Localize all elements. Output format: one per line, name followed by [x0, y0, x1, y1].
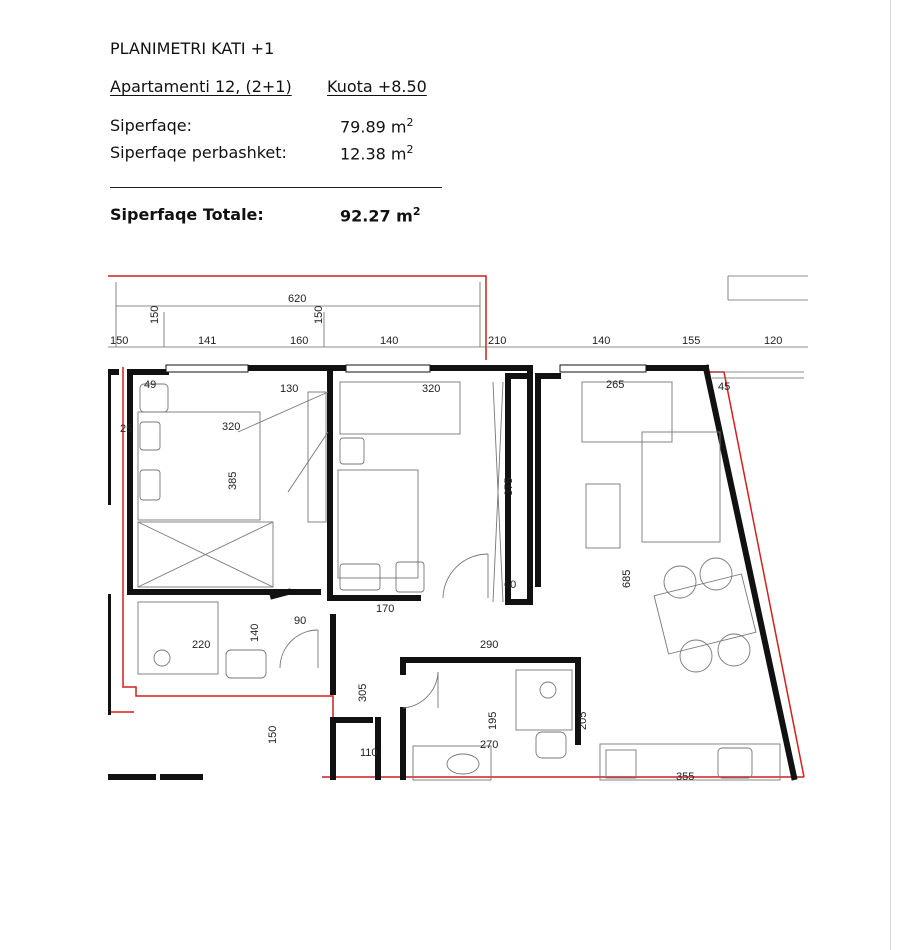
dim-label: 320 [222, 421, 241, 433]
area-value: 79.89 $m^2$ [340, 116, 414, 137]
shared-area-value: 12.38 $m^2$ [340, 143, 414, 164]
dim-label: 685 [621, 569, 633, 588]
plan-title: PLANIMETRI KATI +1 [110, 39, 275, 58]
dim-label: 25 [120, 423, 133, 435]
apartment-label: Apartamenti 12, (2+1) [110, 77, 292, 96]
dim-label: 130 [280, 383, 299, 395]
dim-label: 270 [480, 739, 499, 751]
dim-label: 140 [380, 335, 399, 347]
dim-label: 155 [682, 335, 701, 347]
dim-label: 290 [480, 639, 499, 651]
separator-line [110, 187, 442, 188]
dim-label: 220 [192, 639, 211, 651]
red-outline [108, 276, 804, 777]
dim-label: 49 [144, 379, 157, 391]
dim-label: 375 [503, 477, 515, 496]
total-area-label: Siperfaqe Totale: [110, 205, 264, 224]
dim-label: 305 [357, 683, 369, 702]
dim-label: 150 [267, 725, 279, 744]
dim-label: 120 [764, 335, 783, 347]
dim-label: 110 [360, 747, 378, 759]
dim-label: 210 [488, 335, 507, 347]
dim-label: 60 [504, 579, 517, 591]
dim-label: 150 [110, 335, 129, 347]
furniture [138, 382, 780, 780]
floor-plan [108, 272, 808, 792]
dim-label: 141 [198, 335, 217, 347]
windows [166, 365, 646, 372]
dim-label: 620 [288, 293, 307, 305]
shared-area-label: Siperfaqe perbashket: [110, 143, 287, 162]
level-label: Kuota +8.50 [327, 77, 427, 96]
dim-label: 320 [422, 383, 441, 395]
total-area-value: 92.27 $m^2$ [340, 205, 421, 226]
dim-label: 150 [313, 305, 325, 324]
dim-label: 90 [294, 615, 307, 627]
dim-label: 385 [227, 471, 239, 490]
area-label: Siperfaqe: [110, 116, 193, 135]
dim-label: 355 [676, 771, 695, 783]
dimension-lines [108, 276, 808, 378]
dim-label: 205 [577, 711, 589, 730]
dim-label: 150 [149, 305, 161, 324]
dim-label: 140 [249, 623, 261, 642]
dim-label: 160 [290, 335, 309, 347]
dim-label: 195 [487, 711, 499, 730]
dim-label: 45 [718, 381, 731, 393]
dim-label: 265 [606, 379, 625, 391]
dim-label: 170 [376, 603, 395, 615]
dim-label: 140 [592, 335, 611, 347]
